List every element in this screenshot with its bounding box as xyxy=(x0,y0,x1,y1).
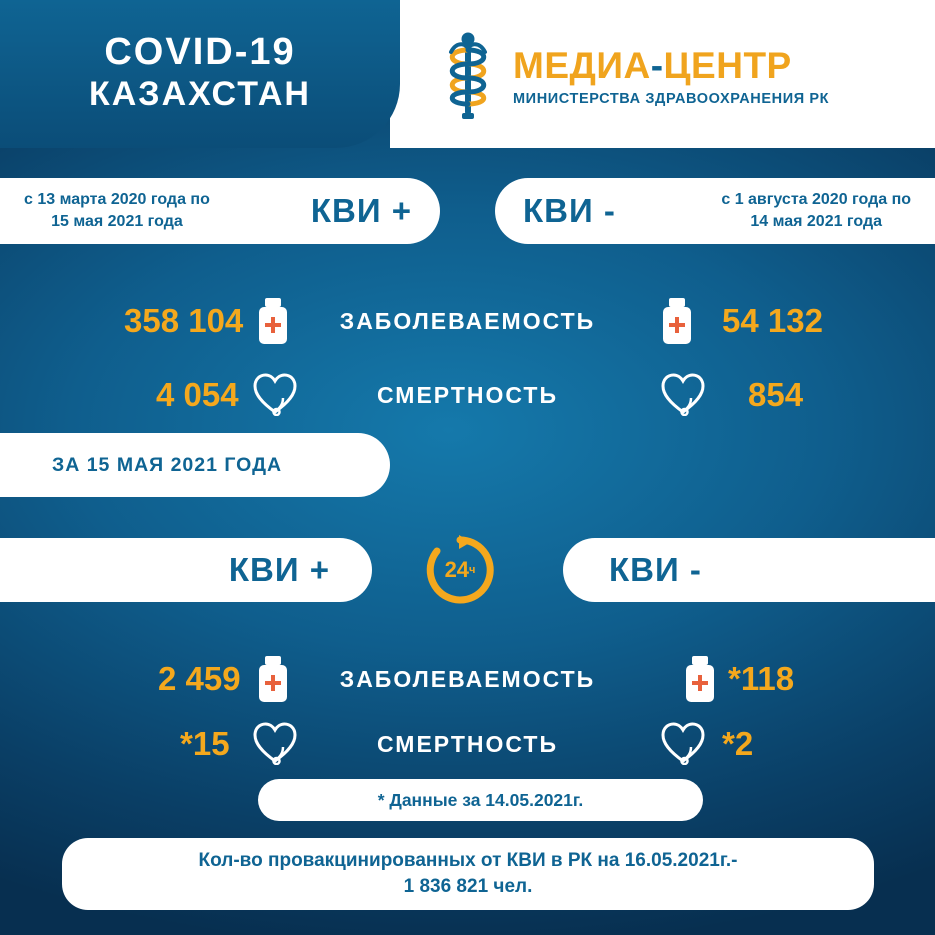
cumulative-mortality-label: СМЕРТНОСТЬ xyxy=(376,382,558,408)
daily-incidence-right-value: *118 xyxy=(728,660,795,697)
daily-incidence-row xyxy=(0,650,935,710)
caduceus-icon xyxy=(435,30,501,122)
cumulative-right-pill xyxy=(495,178,935,244)
daily-date-banner-label: ЗА 15 МАЯ 2021 ГОДА xyxy=(52,453,283,476)
heart-stethoscope-icon xyxy=(660,372,706,421)
daily-right-label: КВИ - xyxy=(609,551,702,588)
daily-incidence-left-value: 2 459 xyxy=(158,660,241,697)
logo-title-part2: ЦЕНТР xyxy=(663,45,792,86)
media-center-logo xyxy=(435,26,915,126)
footnote-pill xyxy=(258,779,703,821)
vaccination-line1: Кол-во провакцинированных от КВИ в РК на 16.05.2021г.- xyxy=(198,850,738,872)
cumulative-left-period-line1: с 13 марта 2020 года по xyxy=(24,191,210,209)
poster-title xyxy=(0,0,400,148)
cumulative-right-period-line2: 14 мая 2021 года xyxy=(750,213,882,230)
24h-clock-label xyxy=(423,533,497,607)
clock-unit: ч xyxy=(469,564,476,576)
daily-mortality-left-value: *15 xyxy=(180,725,230,762)
24h-clock-icon xyxy=(423,533,497,607)
daily-date-banner xyxy=(0,433,390,497)
daily-incidence-label: ЗАБОЛЕВАЕМОСТЬ xyxy=(339,666,596,692)
cumulative-mortality-row xyxy=(0,366,935,426)
daily-left-pill xyxy=(0,538,372,602)
title-line-country: КАЗАХСТАН xyxy=(89,74,311,113)
cumulative-mortality-left-value: 4 054 xyxy=(156,376,239,413)
cumulative-left-period xyxy=(24,189,210,232)
logo-subtitle: МИНИСТЕРСТВА ЗДРАВООХРАНЕНИЯ РК xyxy=(513,91,830,107)
cumulative-left-pill xyxy=(0,178,440,244)
logo-title-part1: МЕДИА xyxy=(513,45,651,86)
vaccination-line2: 1 836 821 чел. xyxy=(403,876,533,897)
heart-stethoscope-icon xyxy=(660,721,706,770)
cumulative-header-row xyxy=(0,178,935,244)
cumulative-incidence-label: ЗАБОЛЕВАЕМОСТЬ xyxy=(339,308,596,334)
logo-title-sep: - xyxy=(650,45,664,86)
logo-title xyxy=(513,45,829,87)
title-line-covid: COVID-19 xyxy=(104,30,296,73)
cumulative-right-period-line1: с 1 августа 2020 года по xyxy=(721,191,911,209)
daily-mortality-row xyxy=(0,715,935,775)
vaccine-bottle-icon xyxy=(685,656,715,702)
cumulative-right-period xyxy=(721,189,911,232)
cumulative-left-period-line2: 15 мая 2021 года xyxy=(51,213,183,230)
daily-right-pill xyxy=(563,538,935,602)
daily-mortality-label: СМЕРТНОСТЬ xyxy=(376,731,558,757)
cumulative-left-label: КВИ + xyxy=(310,192,412,229)
daily-mortality-right-value: *2 xyxy=(722,725,754,762)
cumulative-right-label: КВИ - xyxy=(523,192,616,229)
cumulative-incidence-left-value: 358 104 xyxy=(124,302,244,339)
vaccination-banner xyxy=(62,838,874,910)
cumulative-mortality-right-value: 854 xyxy=(748,376,804,413)
footnote-text: * Данные за 14.05.2021г. xyxy=(377,789,584,810)
logo-text xyxy=(513,45,829,107)
daily-left-label: КВИ + xyxy=(228,551,330,588)
clock-value: 24 xyxy=(444,557,470,582)
cumulative-incidence-right-value: 54 132 xyxy=(722,302,823,339)
vaccine-bottle-icon xyxy=(662,298,692,344)
cumulative-incidence-row xyxy=(0,292,935,352)
